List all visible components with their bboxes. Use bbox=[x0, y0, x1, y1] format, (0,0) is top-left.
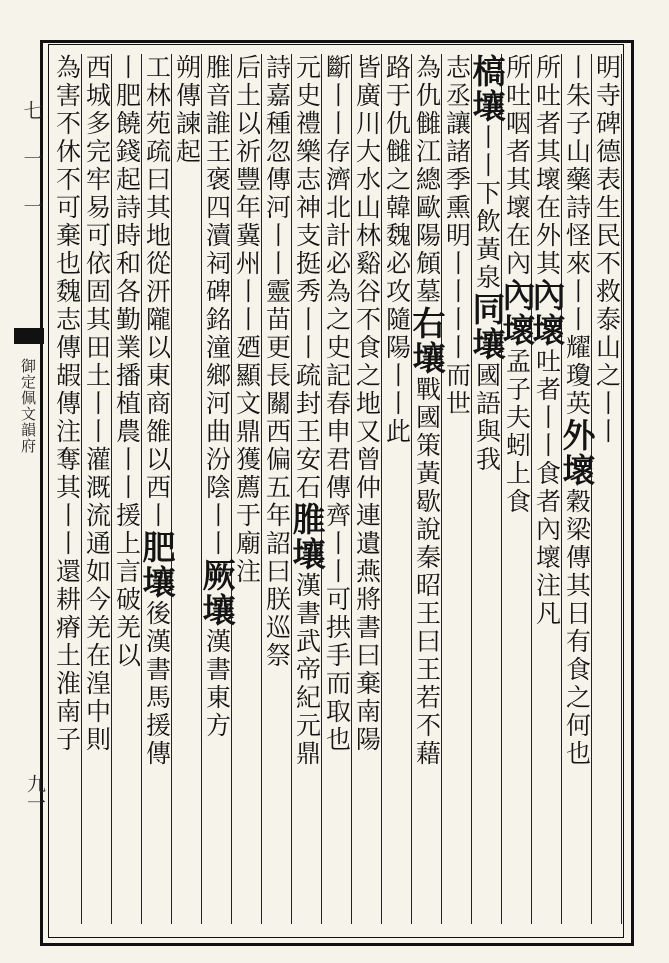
column-text bbox=[321, 54, 353, 754]
column-text bbox=[467, 54, 507, 474]
text-column bbox=[137, 54, 177, 924]
column-text bbox=[81, 54, 113, 754]
text-run: 西城多完牢易可依固其田土丨丨灌溉流通如今羌在湟中則 bbox=[82, 54, 112, 754]
text-run: 工林苑疏曰其地從汧隴以東商雒以西丨 bbox=[142, 54, 172, 530]
text-column bbox=[497, 54, 537, 924]
column-text bbox=[51, 54, 83, 754]
headword: 肥壤 bbox=[137, 530, 177, 600]
headword: 右壤 bbox=[407, 306, 447, 376]
text-run: 戰國策黃歇說秦昭王曰王若不藉 bbox=[412, 376, 442, 768]
headword: 內壞 bbox=[527, 278, 567, 348]
text-run: 志丞讓諸季熏明丨丨 bbox=[442, 54, 472, 306]
headword: 槁壤 bbox=[467, 54, 507, 124]
column-text bbox=[351, 54, 383, 754]
column-text bbox=[557, 54, 597, 768]
page-margin bbox=[8, 40, 46, 940]
text-run: 朔傳諫起 bbox=[172, 54, 202, 166]
text-run: 吐者丨丨食者內壞注凡 bbox=[532, 348, 562, 628]
fish-tail-line bbox=[14, 342, 44, 352]
column-text bbox=[287, 54, 327, 768]
text-column bbox=[262, 54, 292, 924]
text-column bbox=[287, 54, 327, 924]
text-run: 為害不休不可棄也魏志傳嘏傳注奪其丨丨還耕瘠土淮南子 bbox=[52, 54, 82, 754]
column-text bbox=[261, 54, 293, 670]
text-run: 丨丨下飲黃泉 bbox=[472, 124, 502, 292]
page-number: 九一 bbox=[24, 774, 46, 812]
text-run: 所吐咽者其壞在內 bbox=[502, 54, 532, 278]
fish-tail-mark bbox=[14, 328, 44, 342]
text-column bbox=[322, 54, 352, 924]
text-run: 五年詔曰朕巡祭 bbox=[262, 474, 292, 670]
text-column bbox=[592, 54, 622, 924]
column-text bbox=[381, 54, 413, 446]
text-run: 所吐者其壞在外其 bbox=[532, 54, 562, 278]
text-run: 路于仇雠之韓魏必攻隨陽丨丨此 bbox=[382, 54, 412, 446]
text-column bbox=[232, 54, 262, 924]
text-run: 丨朱子山藥詩怪來丨丨耀瓊英 bbox=[562, 54, 592, 418]
text-run: 后土以祈豐年冀州丨丨廼顯文鼎獲薦于廟注 bbox=[232, 54, 262, 586]
text-run: 丨 bbox=[592, 418, 622, 446]
column-text bbox=[111, 54, 143, 670]
text-run: 穀梁傳其日有食之何也 bbox=[562, 488, 592, 768]
column-text bbox=[591, 54, 623, 446]
headword: 同壤 bbox=[467, 292, 507, 362]
text-column bbox=[442, 54, 472, 924]
text-run: 斷丨丨存濟北計必為之史記春申君傳齊丨丨可拱手而取也 bbox=[322, 54, 352, 754]
text-column bbox=[467, 54, 507, 924]
text-run: 為仇雠江總歐陽頠墓 bbox=[412, 54, 442, 306]
text-column bbox=[112, 54, 142, 924]
text-column bbox=[407, 54, 447, 924]
column-text bbox=[197, 54, 237, 740]
margin-top-marks: 七 一 一 bbox=[20, 100, 44, 218]
text-run: 詩嘉種忽傳河丨丨靈苗更長關西偏 bbox=[262, 54, 292, 474]
text-column bbox=[172, 54, 202, 924]
text-column bbox=[52, 54, 82, 924]
text-run: 明寺碑德表生民不救泰山之丨 bbox=[592, 54, 622, 418]
headword: 內壞 bbox=[497, 278, 537, 348]
text-column bbox=[197, 54, 237, 924]
headword: 厥壤 bbox=[197, 558, 237, 628]
text-run: 元史禮樂志神支挺秀丨丨疏封王安石 bbox=[292, 54, 322, 502]
text-run: 孟子夫蚓上食 bbox=[502, 348, 532, 516]
text-column bbox=[82, 54, 112, 924]
book-title: 御定佩文韻府 bbox=[19, 358, 37, 454]
text-run: 後漢書馬援傳 bbox=[142, 600, 172, 768]
text-run: 漢書東方 bbox=[202, 628, 232, 740]
text-run: 丨肥饒錢起詩時和各勤業播植農丨丨 bbox=[112, 54, 142, 502]
headword: 外壞 bbox=[557, 418, 597, 488]
text-run: 脽音誰王褒四瀆祠碑銘潼鄉河曲汾陰丨丨 bbox=[202, 54, 232, 558]
text-run: 丨丨而世 bbox=[442, 306, 472, 418]
text-column bbox=[527, 54, 567, 924]
text-run: 漢書武帝紀元鼎 bbox=[292, 572, 322, 768]
column-text bbox=[407, 54, 447, 768]
text-run: 國語與我 bbox=[472, 362, 502, 474]
headword: 脽壤 bbox=[287, 502, 327, 572]
text-column bbox=[557, 54, 597, 924]
column-text bbox=[137, 54, 177, 768]
text-run: 援上言破羌以 bbox=[112, 502, 142, 670]
text-column bbox=[382, 54, 412, 924]
column-text bbox=[231, 54, 263, 586]
text-run: 皆廣川大水山林谿谷不食之地又曾仲連遺燕將書曰棄南陽 bbox=[352, 54, 382, 754]
text-column bbox=[352, 54, 382, 924]
column-text bbox=[171, 54, 203, 166]
